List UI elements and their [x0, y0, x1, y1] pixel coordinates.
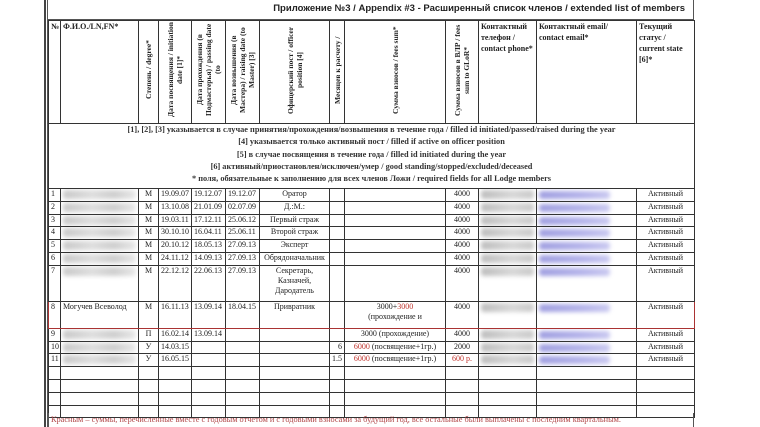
redacted-phone [481, 228, 534, 237]
redacted-email-link[interactable] [539, 204, 610, 212]
pass-date-cell: 13.09.14 [192, 301, 226, 328]
empty-cell [330, 379, 345, 392]
redacted-name [63, 343, 136, 352]
row-number: 7 [49, 265, 61, 301]
init-date-cell: 16.11.13 [159, 301, 192, 328]
degree-cell: У [139, 341, 159, 354]
fees-sum-cell [345, 240, 446, 253]
fees-red-amount: 3000 [397, 301, 414, 311]
empty-cell [49, 379, 61, 392]
empty-cell [192, 379, 226, 392]
fees-sum-cell [345, 265, 446, 301]
redacted-email-link[interactable] [539, 344, 610, 352]
months-cell [330, 214, 345, 227]
redacted-phone [481, 303, 534, 312]
col-header-status: Текущий статус / current state [6]* [637, 21, 695, 124]
empty-row [49, 367, 695, 380]
title-row [48, 0, 694, 20]
fees-note: (посвящение+1гр.) [369, 341, 437, 351]
empty-cell [61, 367, 139, 380]
redacted-name [63, 190, 136, 199]
email-cell [537, 227, 637, 240]
header-row [49, 21, 695, 124]
empty-cell [260, 392, 330, 405]
phone-cell [479, 252, 537, 265]
empty-cell [226, 392, 260, 405]
months-cell [330, 189, 345, 202]
empty-cell [637, 379, 695, 392]
empty-cell [637, 392, 695, 405]
degree-cell: М [139, 240, 159, 253]
members-table [48, 20, 695, 418]
email-cell [537, 265, 637, 301]
redacted-email-link[interactable] [539, 229, 610, 237]
empty-cell [192, 392, 226, 405]
member-name [61, 265, 139, 301]
col-header-name: Ф.И.О./LN,FN* [61, 21, 139, 124]
empty-cell [446, 392, 479, 405]
fees-text: 3000+ [376, 301, 398, 311]
fees-sum-cell [345, 354, 446, 367]
redacted-phone [481, 330, 534, 339]
redacted-phone [481, 203, 534, 212]
member-name [61, 201, 139, 214]
degree-cell: У [139, 354, 159, 367]
row-number: 6 [49, 252, 61, 265]
empty-cell [49, 392, 61, 405]
empty-cell [537, 379, 637, 392]
empty-cell [537, 367, 637, 380]
fees-sum-cell [345, 328, 446, 341]
months-cell [330, 227, 345, 240]
email-cell [537, 252, 637, 265]
officer-cell: Секретарь, Казначей, Дародатель [260, 265, 330, 301]
phone-cell [479, 201, 537, 214]
table-body [49, 189, 695, 418]
table-row [49, 354, 695, 367]
table-row [49, 341, 695, 354]
sum-to-gl-cell: 4000 [446, 189, 479, 202]
redacted-phone [481, 241, 534, 250]
fees-sum-cell [345, 189, 446, 202]
status-cell: Активный [637, 189, 695, 202]
sum-to-gl-cell: 4000 [446, 227, 479, 240]
redacted-name [63, 228, 136, 237]
table-row [49, 227, 695, 240]
row-number: 1 [49, 189, 61, 202]
pass-date-cell: 14.09.13 [192, 252, 226, 265]
col-header-init-date: Дата посвящения / initiation date [1]* [159, 21, 192, 124]
status-cell: Активный [637, 201, 695, 214]
init-date-cell: 16.02.14 [159, 328, 192, 341]
status-cell: Активный [637, 354, 695, 367]
redacted-name [63, 355, 136, 364]
email-cell [537, 201, 637, 214]
empty-cell [479, 367, 537, 380]
init-date-cell: 22.12.12 [159, 265, 192, 301]
pass-date-cell: 21.01.09 [192, 201, 226, 214]
officer-cell [260, 341, 330, 354]
member-name [61, 252, 139, 265]
member-name [61, 227, 139, 240]
table-row [49, 252, 695, 265]
months-cell [330, 265, 345, 301]
col-header-degree: Степень / degree* [139, 21, 159, 124]
empty-cell [192, 367, 226, 380]
empty-row [49, 392, 695, 405]
raise-date-cell [226, 341, 260, 354]
status-cell: Активный [637, 252, 695, 265]
row-number: 11 [49, 354, 61, 367]
document-title: Приложение №3 / Appendix #3 - Расширенный список членов / extended list of members [273, 3, 685, 14]
empty-cell [330, 367, 345, 380]
page-border-left [44, 0, 46, 427]
months-cell [330, 252, 345, 265]
status-cell: Активный [637, 328, 695, 341]
pass-date-cell: 13.09.14 [192, 328, 226, 341]
member-name [61, 189, 139, 202]
member-name [61, 240, 139, 253]
email-cell [537, 328, 637, 341]
raise-date-cell: 27.09.13 [226, 240, 260, 253]
col-header-pass-date: Дата прохождения (в Подмастерья) / passing date (to [192, 21, 226, 124]
redacted-email-link[interactable] [539, 331, 610, 339]
sum-to-gl-cell: 4000 [446, 328, 479, 341]
degree-cell: М [139, 265, 159, 301]
months-cell [330, 201, 345, 214]
months-cell [330, 301, 345, 328]
empty-cell [537, 392, 637, 405]
sum-to-gl-cell: 4000 [446, 301, 479, 328]
phone-cell [479, 240, 537, 253]
raise-date-cell [226, 328, 260, 341]
redacted-name [63, 241, 136, 250]
months-cell [330, 240, 345, 253]
phone-cell [479, 354, 537, 367]
row-number: 2 [49, 201, 61, 214]
status-cell: Активный [637, 265, 695, 301]
empty-cell [446, 367, 479, 380]
email-cell [537, 341, 637, 354]
officer-cell: Привратник [260, 301, 330, 328]
empty-cell [345, 379, 446, 392]
sum-to-gl-cell: 4000 [446, 240, 479, 253]
note-1: [1], [2], [3] указывается в случае принятия/прохождения/возвышения в течение года / filled id initiated/passed/raised during the year [127, 125, 616, 134]
status-cell: Активный [637, 240, 695, 253]
pass-date-cell: 17.12.11 [192, 214, 226, 227]
redacted-email-link[interactable] [539, 242, 610, 250]
degree-cell: М [139, 201, 159, 214]
empty-cell [345, 392, 446, 405]
col-header-fees-sum: Сумма взносов / fees sum* [345, 21, 446, 124]
init-date-cell: 20.10.12 [159, 240, 192, 253]
row-number: 3 [49, 214, 61, 227]
redacted-name [63, 267, 136, 276]
init-date-cell: 19.03.11 [159, 214, 192, 227]
phone-cell [479, 341, 537, 354]
init-date-cell: 14.03.15 [159, 341, 192, 354]
redacted-name [63, 254, 136, 263]
init-date-cell: 16.05.15 [159, 354, 192, 367]
redacted-phone [481, 190, 534, 199]
col-header-raise-date: Дата возвышения (в Мастера) / raising date (to Master) [3] [226, 21, 260, 124]
col-header-sum-to-gl: Сумма взносов в ВЛР / fees sum to GLoR* [446, 21, 479, 124]
redacted-phone [481, 216, 534, 225]
table-row [49, 240, 695, 253]
empty-cell [260, 367, 330, 380]
raise-date-cell: 25.06.12 [226, 214, 260, 227]
sum-to-gl-cell: 2000 [446, 341, 479, 354]
row-number: 9 [49, 328, 61, 341]
pass-date-cell: 22.06.13 [192, 265, 226, 301]
empty-cell [61, 392, 139, 405]
empty-cell [159, 379, 192, 392]
empty-cell [61, 379, 139, 392]
member-name: Могучев Всеволод [61, 301, 139, 328]
phone-cell [479, 301, 537, 328]
empty-cell [345, 367, 446, 380]
sum-to-gl-cell: 4000 [446, 201, 479, 214]
officer-cell: Эксперт [260, 240, 330, 253]
row-number: 5 [49, 240, 61, 253]
redacted-name [63, 216, 136, 225]
table-row [49, 201, 695, 214]
member-name [61, 341, 139, 354]
pass-date-cell: 19.12.07 [192, 189, 226, 202]
phone-cell [479, 328, 537, 341]
note-6: [6] активный/приостановлен/исключен/умер / good standing/stopped/excluded/deceased [210, 161, 533, 171]
member-name [61, 214, 139, 227]
raise-date-cell: 27.09.13 [226, 265, 260, 301]
sum-to-gl-cell: 600 р. [446, 354, 479, 367]
sum-to-gl-cell: 4000 [446, 265, 479, 301]
status-cell: Активный [637, 341, 695, 354]
footer-note: Красным – суммы, перечисленные вместе с годовым отчетом и с годовыми взносами за будущий год, все остальные были выплачены с последним квартальным. [48, 413, 694, 427]
officer-cell: Оратор [260, 189, 330, 202]
raise-date-cell: 18.04.15 [226, 301, 260, 328]
status-cell: Активный [637, 214, 695, 227]
officer-cell: Первый страж [260, 214, 330, 227]
table-row [49, 214, 695, 227]
fees-text: 3000 (прохождение) [360, 328, 430, 338]
redacted-phone [481, 267, 534, 276]
redacted-email-link[interactable] [539, 191, 610, 199]
status-cell: Активный [637, 301, 695, 328]
init-date-cell: 13.10.08 [159, 201, 192, 214]
init-date-cell: 24.11.12 [159, 252, 192, 265]
empty-cell [479, 379, 537, 392]
degree-cell: М [139, 214, 159, 227]
degree-cell: М [139, 227, 159, 240]
raise-date-cell: 02.07.09 [226, 201, 260, 214]
pass-date-cell: 16.04.11 [192, 227, 226, 240]
notes-cell [49, 124, 695, 189]
redacted-phone [481, 355, 534, 364]
col-header-months: Месяцев к расчету / [330, 21, 345, 124]
fees-sum-cell [345, 214, 446, 227]
officer-cell [260, 328, 330, 341]
pass-date-cell [192, 341, 226, 354]
empty-cell [139, 392, 159, 405]
init-date-cell: 30.10.10 [159, 227, 192, 240]
redacted-phone [481, 343, 534, 352]
note-4: [4] указывается только активный пост / filled if active on officer position [238, 137, 505, 147]
pass-date-cell: 18.05.13 [192, 240, 226, 253]
init-date-cell: 19.09.07 [159, 189, 192, 202]
empty-cell [226, 379, 260, 392]
col-header-officer: Офицерский пост / officer position [4] [260, 21, 330, 124]
empty-cell [159, 392, 192, 405]
empty-cell [226, 367, 260, 380]
fees-sum-cell [345, 252, 446, 265]
months-cell: 6 [330, 341, 345, 354]
phone-cell [479, 265, 537, 301]
fees-sum-cell [345, 227, 446, 240]
note-5: [5] в случае посвящения в течение года / filled id initiated during the year [236, 149, 507, 159]
col-header-phone: Контактный телефон / contact phone* [479, 21, 537, 124]
raise-date-cell: 27.09.13 [226, 252, 260, 265]
fees-sum-cell [345, 341, 446, 354]
row-number: 10 [49, 341, 61, 354]
degree-cell: М [139, 189, 159, 202]
email-cell [537, 189, 637, 202]
note-required: * поля, обязательные к заполнению для всех членов Ложи / required fields for all Lodge members [191, 174, 551, 184]
months-cell: 1.5 [330, 354, 345, 367]
redacted-email-link[interactable] [539, 255, 610, 263]
email-cell [537, 354, 637, 367]
col-header-email: Контактный email/ contact email* [537, 21, 637, 124]
empty-cell [49, 367, 61, 380]
table-row [49, 301, 695, 328]
fees-red-amount: 6000 [353, 354, 370, 364]
redacted-email-link[interactable] [539, 304, 610, 312]
raise-date-cell: 25.06.11 [226, 227, 260, 240]
member-name [61, 354, 139, 367]
degree-cell: М [139, 252, 159, 265]
fees-red-amount: 6000 [353, 341, 370, 351]
fees-sum-cell [345, 201, 446, 214]
raise-date-cell: 19.12.07 [226, 189, 260, 202]
empty-cell [139, 367, 159, 380]
fees-sum-cell [345, 301, 446, 328]
redacted-email-link[interactable] [539, 217, 610, 225]
months-cell [330, 328, 345, 341]
email-cell [537, 301, 637, 328]
phone-cell [479, 227, 537, 240]
empty-cell [479, 392, 537, 405]
redacted-email-link[interactable] [539, 356, 610, 364]
phone-cell [479, 214, 537, 227]
redacted-phone [481, 254, 534, 263]
phone-cell [479, 189, 537, 202]
redacted-name [63, 330, 136, 339]
empty-cell [330, 392, 345, 405]
row-number: 8 [49, 301, 61, 328]
email-cell [537, 240, 637, 253]
officer-cell: Второй страж [260, 227, 330, 240]
degree-cell: М [139, 301, 159, 328]
empty-cell [260, 379, 330, 392]
redacted-name [63, 203, 136, 212]
officer-cell [260, 354, 330, 367]
pass-date-cell [192, 354, 226, 367]
officer-cell: Обрядоначальник [260, 252, 330, 265]
fees-note: (посвящение+1гр.) [369, 354, 437, 364]
sum-to-gl-cell: 4000 [446, 214, 479, 227]
notes-row [49, 124, 695, 189]
email-cell [537, 214, 637, 227]
degree-cell: П [139, 328, 159, 341]
officer-cell: Д.:М.: [260, 201, 330, 214]
empty-row [49, 379, 695, 392]
empty-cell [637, 367, 695, 380]
member-name [61, 328, 139, 341]
table-row [49, 189, 695, 202]
table-row [49, 265, 695, 301]
redacted-email-link[interactable] [539, 268, 610, 276]
fees-note: (прохождение и [368, 311, 422, 321]
table-row [49, 328, 695, 341]
row-number: 4 [49, 227, 61, 240]
status-cell: Активный [637, 227, 695, 240]
empty-cell [159, 367, 192, 380]
col-header-num: № [49, 21, 61, 124]
empty-cell [139, 379, 159, 392]
empty-cell [446, 379, 479, 392]
sum-to-gl-cell: 4000 [446, 252, 479, 265]
raise-date-cell [226, 354, 260, 367]
